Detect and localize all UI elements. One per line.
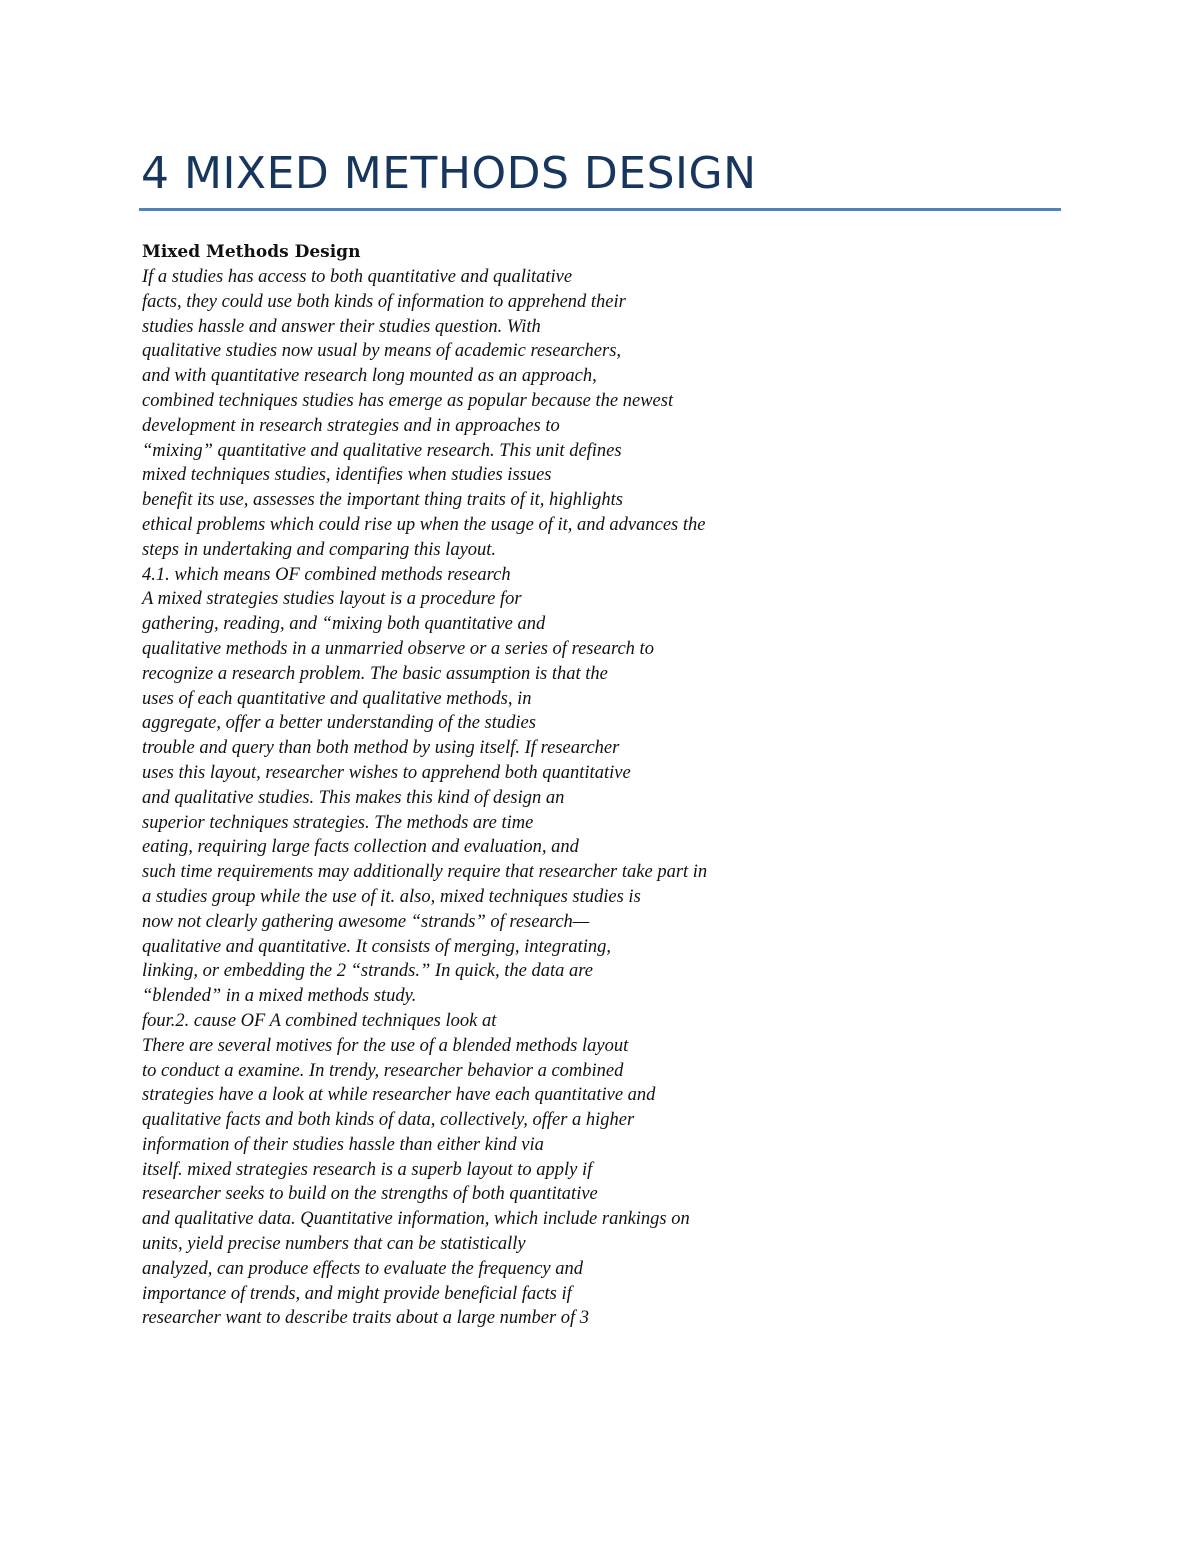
text-line: benefit its use, assesses the important thing traits of it, highlights [142,490,624,511]
text-line: such time requirements may additionally require that researcher take part in [142,862,708,883]
text-line: strategies have a look at while researcher have each quantitative and [142,1085,656,1106]
text-line: four.2. cause OF A combined techniques look at [142,1010,497,1031]
text-line: gathering, reading, and “mixing both quantitative and [142,614,546,635]
text-line: If a studies has access to both quantitative and qualitative [142,267,573,287]
text-line: A mixed strategies studies layout is a procedure for [142,589,522,610]
text-line: steps in undertaking and comparing this layout. [142,539,497,560]
paragraph-lines [142,265,1062,1331]
text-line: recognize a research problem. The basic assumption is that the [142,663,608,684]
heading-rule [139,208,1061,211]
text-line: “mixing” quantitative and qualitative research. This unit defines [142,440,622,461]
text-line: qualitative studies now usual by means of academic researchers, [142,341,622,362]
text-line: eating, requiring large facts collection and evaluation, and [142,837,579,858]
text-line: now not clearly gathering awesome “strands” of research— [142,911,590,932]
text-line: 4.1. which means OF combined methods research [142,564,511,585]
text-line: linking, or embedding the 2 “strands.” In quick, the data are [142,961,593,982]
text-line: researcher want to describe traits about a large number of 3 [142,1308,590,1329]
text-line: analyzed, can produce effects to evaluate the frequency and [142,1258,583,1279]
text-line: uses of each quantitative and qualitative methods, in [142,688,532,709]
text-line: aggregate, offer a better understanding of the studies [142,713,536,734]
text-line: researcher seeks to build on the strengths of both quantitative [142,1184,598,1205]
text-line: “blended” in a mixed methods study. [142,986,417,1007]
text-line: facts, they could use both kinds of information to apprehend their [142,291,626,312]
text-line: qualitative facts and both kinds of data, collectively, offer a higher [142,1110,635,1131]
text-line: and qualitative studies. This makes this kind of design an [142,787,565,808]
text-line: importance of trends, and might provide beneficial facts if [142,1283,572,1304]
text-line: ethical problems which could rise up when the usage of it, and advances the [142,514,706,535]
text-line: and qualitative data. Quantitative information, which include rankings on [142,1209,690,1230]
text-line: development in research strategies and in approaches to [142,415,560,436]
text-line: a studies group while the use of it. also, mixed techniques studies is [142,886,641,907]
section-subheading: Mixed Methods Design [142,242,361,262]
text-line: qualitative methods in a unmarried observe or a series of research to [142,638,654,659]
text-line: information of their studies hassle than either kind via [142,1134,544,1155]
text-line: combined techniques studies has emerge as popular because the newest [142,390,674,411]
text-line: There are several motives for the use of a blended methods layout [142,1035,629,1056]
text-line: trouble and query than both method by using itself. If researcher [142,738,620,759]
text-line: qualitative and quantitative. It consists of merging, integrating, [142,936,611,957]
text-line: superior techniques strategies. The methods are time [142,812,534,833]
body-text [142,240,1062,1331]
text-line: mixed techniques studies, identifies when studies issues [142,465,552,486]
text-line: itself. mixed strategies research is a superb layout to apply if [142,1159,593,1180]
text-line: studies hassle and answer their studies question. With [142,316,541,337]
text-line: units, yield precise numbers that can be statistically [142,1234,526,1255]
chapter-heading: 4 MIXED METHODS DESIGN [141,148,757,199]
text-line: to conduct a examine. In trendy, researcher behavior a combined [142,1060,624,1081]
text-line: uses this layout, researcher wishes to apprehend both quantitative [142,762,631,783]
text-line: and with quantitative research long mounted as an approach, [142,366,597,387]
